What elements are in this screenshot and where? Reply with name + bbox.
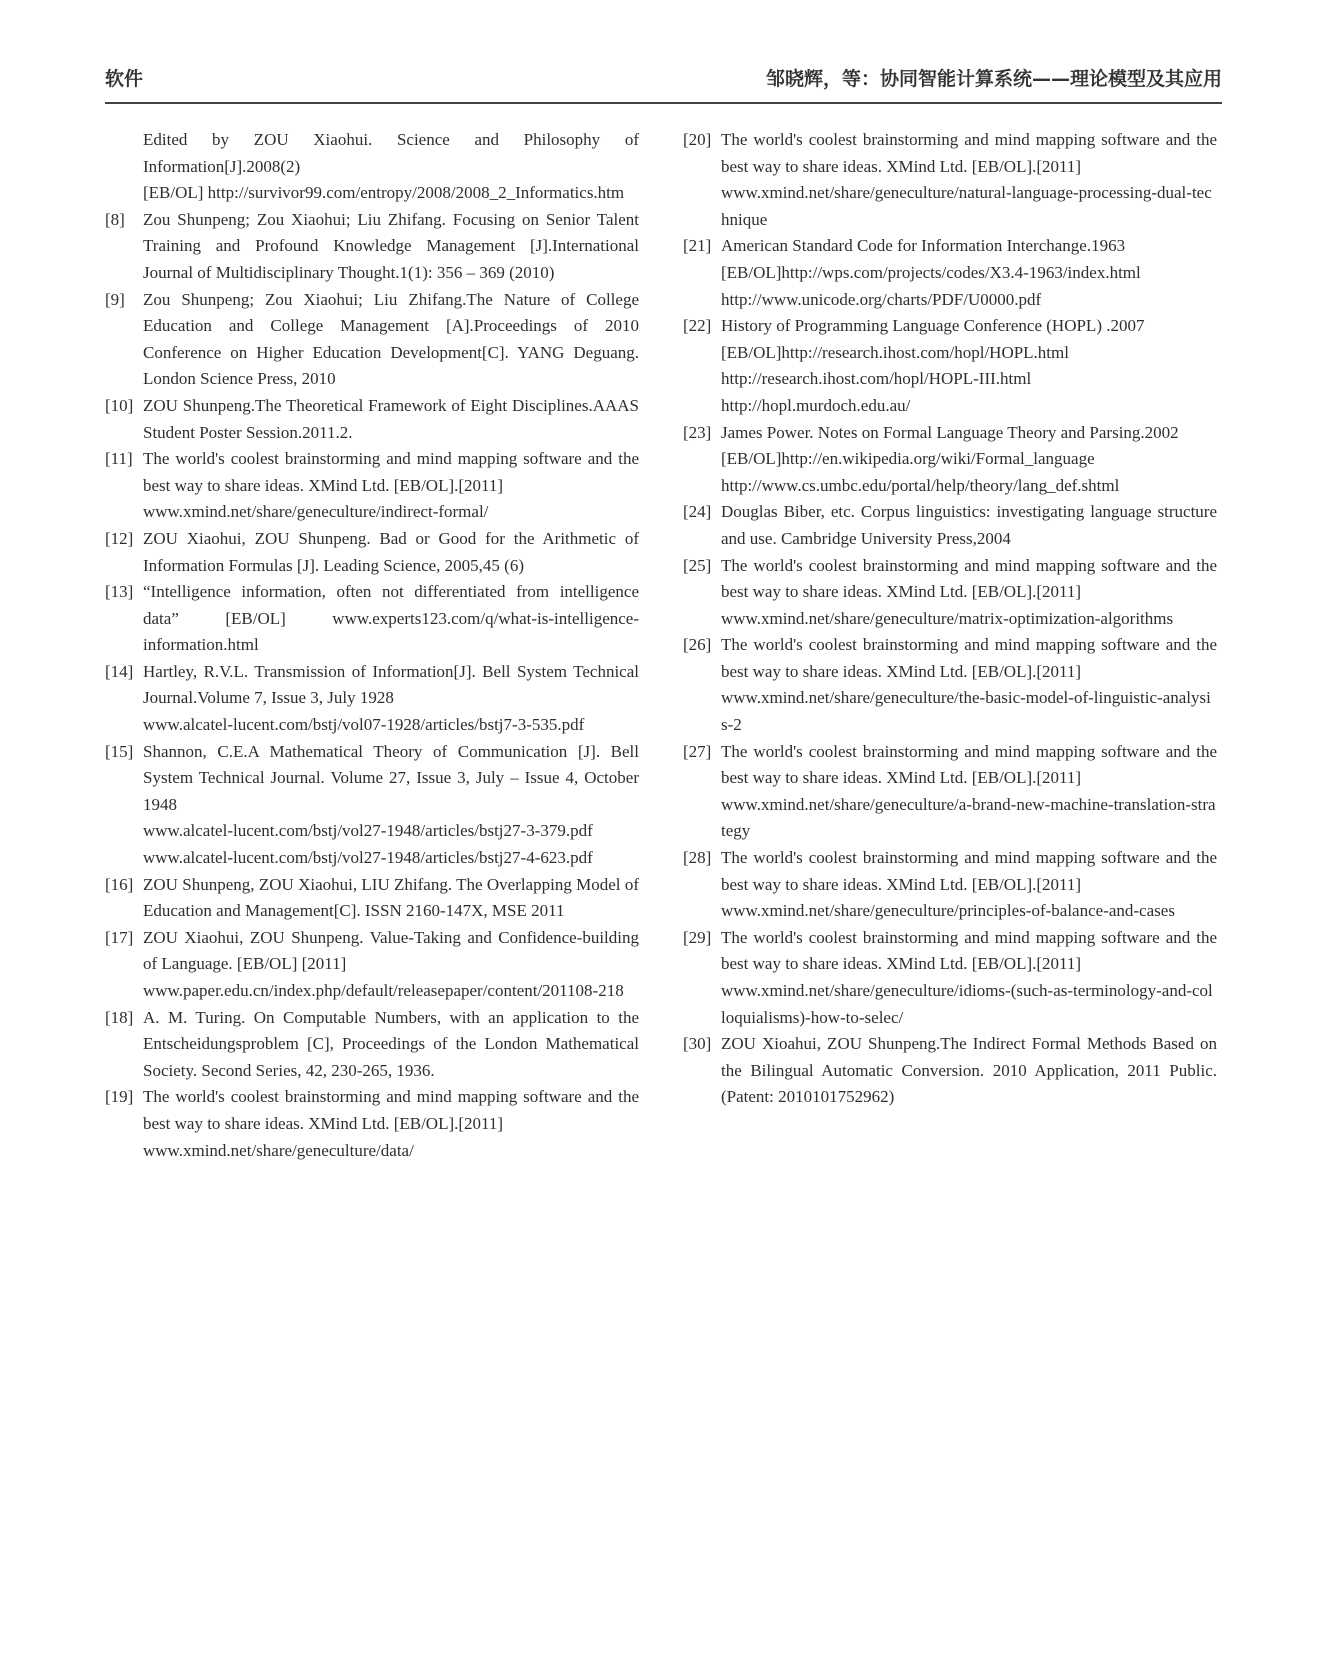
reference-entry [105, 579, 639, 659]
reference-text: The world's coolest brainstorming and mind mapping software and the best way to share ideas. XMind Ltd. [EB/OL].[2011] [721, 927, 1217, 974]
reference-number: [30] [683, 1034, 712, 1054]
reference-text: “Intelligence information, often not differentiated from intelligence data” [EB/OL] www.experts123.com/q/what-is-intelligence-information.html [143, 582, 639, 655]
reference-text: The world's coolest brainstorming and mind mapping software and the best way to share ideas. XMind Ltd. [EB/OL].[2011] [721, 130, 1217, 176]
header-rule [105, 102, 1222, 104]
reference-entry [105, 287, 639, 393]
reference-number: [16] [105, 874, 134, 894]
reference-entry [683, 499, 1217, 552]
references-left-column [105, 127, 639, 1164]
reference-continuation-url[interactable]: [EB/OL] http://survivor99.com/entropy/2008/2008_2_Informatics.htm [143, 183, 625, 203]
reference-url[interactable]: www.xmind.net/share/geneculture/matrix-optimization-algorithms [721, 608, 1174, 628]
reference-text: Douglas Biber, etc. Corpus linguistics: investigating language structure and use. Cambridge University Press,2004 [721, 502, 1217, 548]
reference-url[interactable]: www.xmind.net/share/geneculture/the-basic-model-of-linguistic-analysis-2 [721, 688, 1211, 735]
reference-text: The world's coolest brainstorming and mind mapping software and the best way to share ideas. XMind Ltd. [EB/OL].[2011] [721, 555, 1217, 602]
reference-text: The world's coolest brainstorming and mind mapping software and the best way to share ideas. XMind Ltd. [EB/OL].[2011] [143, 1087, 639, 1133]
reference-url[interactable]: www.xmind.net/share/geneculture/indirect-formal/ [143, 502, 489, 522]
reference-url[interactable]: [EB/OL]http://wps.com/projects/codes/X3.4-1963/index.html [721, 262, 1141, 282]
reference-number: [21] [683, 236, 712, 256]
reference-url[interactable]: http://research.ihost.com/hopl/HOPL-III.html [721, 369, 1032, 389]
reference-entry [683, 127, 1217, 233]
reference-text: ZOU Shunpeng, ZOU Xiaohui, LIU Zhifang. The Overlapping Model of Education and Management[C]. ISSN 2160-147X, MSE 2011 [143, 874, 639, 921]
reference-url[interactable]: www.alcatel-lucent.com/bstj/vol27-1948/articles/bstj27-4-623.pdf [143, 848, 593, 868]
reference-entry [683, 420, 1217, 500]
reference-continuation [105, 127, 639, 207]
reference-entry [105, 1084, 639, 1164]
reference-text: The world's coolest brainstorming and mind mapping software and the best way to share ideas. XMind Ltd. [EB/OL].[2011] [143, 449, 639, 495]
reference-entry [105, 526, 639, 579]
reference-entry [105, 446, 639, 526]
reference-number: [28] [683, 848, 712, 868]
reference-text: History of Programming Language Conference (HOPL) .2007 [721, 316, 1145, 336]
reference-text: Hartley, R.V.L. Transmission of Information[J]. Bell System Technical Journal.Volume 7, Issue 3, July 1928 [143, 661, 639, 708]
reference-text: ZOU Xioahui, ZOU Shunpeng.The Indirect Formal Methods Based on the Bilingual Automatic Conversion. 2010 Application, 2011 Public. (Patent: 2010101752962) [721, 1034, 1217, 1107]
reference-number: [12] [105, 528, 134, 548]
reference-number: [17] [105, 927, 134, 947]
reference-number: [8] [105, 209, 125, 229]
reference-url[interactable]: www.xmind.net/share/geneculture/principles-of-balance-and-cases [721, 901, 1175, 921]
reference-entry [105, 872, 639, 925]
reference-entry [105, 739, 639, 872]
reference-entry [683, 1031, 1217, 1111]
references-right-column [683, 127, 1217, 1111]
reference-url[interactable]: http://www.cs.umbc.edu/portal/help/theory/lang_def.shtml [721, 475, 1120, 495]
reference-text: Shannon, C.E.A Mathematical Theory of Communication [J]. Bell System Technical Journal. Volume 27, Issue 3, July – Issue 4, October 1948 [143, 741, 639, 814]
reference-url[interactable]: [EB/OL]http://en.wikipedia.org/wiki/Formal_language [721, 449, 1095, 469]
reference-text: Zou Shunpeng; Zou Xiaohui; Liu Zhifang.The Nature of College Education and College Management [A].Proceedings of 2010 Conference on Higher Education Development[C]. YANG Deguang. London Science Press, 2010 [143, 289, 639, 389]
reference-url[interactable]: [EB/OL]http://research.ihost.com/hopl/HOPL.html [721, 342, 1069, 362]
reference-number: [19] [105, 1087, 134, 1107]
reference-entry [105, 207, 639, 287]
reference-text: ZOU Xiaohui, ZOU Shunpeng. Bad or Good for the Arithmetic of Information Formulas [J]. Leading Science, 2005,45 (6) [143, 528, 639, 575]
running-title: 邹晓辉，等：协同智能计算系统——理论模型及其应用 [765, 68, 1222, 90]
reference-number: [10] [105, 395, 134, 415]
reference-text: The world's coolest brainstorming and mind mapping software and the best way to share ideas. XMind Ltd. [EB/OL].[2011] [721, 848, 1217, 894]
reference-number: [22] [683, 316, 712, 336]
reference-text: The world's coolest brainstorming and mind mapping software and the best way to share ideas. XMind Ltd. [EB/OL].[2011] [721, 741, 1217, 788]
running-header [105, 62, 1222, 96]
reference-number: [20] [683, 130, 712, 149]
reference-url[interactable]: www.xmind.net/share/geneculture/natural-language-processing-dual-technique [721, 183, 1212, 229]
reference-number: [24] [683, 502, 712, 522]
reference-number: [23] [683, 422, 712, 442]
reference-entry [105, 1005, 639, 1085]
reference-url[interactable]: www.paper.edu.cn/index.php/default/releasepaper/content/201108-218 [143, 981, 624, 1000]
reference-entry [683, 313, 1217, 419]
reference-number: [9] [105, 289, 125, 309]
reference-text: Zou Shunpeng; Zou Xiaohui; Liu Zhifang. Focusing on Senior Talent Training and Profound Knowledge Management [J].International Journal of Multidisciplinary Thought.1(1): 356 – 369 (2010) [143, 209, 639, 282]
reference-url[interactable]: www.xmind.net/share/geneculture/idioms-(such-as-terminology-and-colloquialisms)-how-to-selec/ [721, 981, 1213, 1027]
reference-number: [14] [105, 661, 134, 681]
reference-number: [29] [683, 927, 712, 947]
reference-number: [13] [105, 582, 134, 602]
reference-url[interactable]: www.alcatel-lucent.com/bstj/vol07-1928/articles/bstj7-3-535.pdf [143, 715, 585, 735]
reference-number: [26] [683, 635, 712, 655]
reference-entry [683, 233, 1217, 313]
reference-text: ZOU Xiaohui, ZOU Shunpeng. Value-Taking and Confidence-building of Language. [EB/OL] [2011] [143, 927, 639, 974]
reference-entry [105, 659, 639, 739]
reference-continuation-text: Edited by ZOU Xiaohui. Science and Philosophy of Information[J].2008(2) [143, 130, 639, 176]
reference-url[interactable]: www.xmind.net/share/geneculture/a-brand-new-machine-translation-strategy [721, 794, 1216, 841]
reference-entry [683, 845, 1217, 925]
reference-text: A. M. Turing. On Computable Numbers, with an application to the Entscheidungsproblem [C], Proceedings of the London Mathematical Society. Second Series, 42, 230-265, 1936. [143, 1007, 639, 1080]
reference-url[interactable]: www.alcatel-lucent.com/bstj/vol27-1948/articles/bstj27-3-379.pdf [143, 821, 593, 841]
reference-text: American Standard Code for Information Interchange.1963 [721, 236, 1126, 256]
reference-text: James Power. Notes on Formal Language Theory and Parsing.2002 [721, 422, 1179, 442]
reference-number: [18] [105, 1007, 134, 1027]
reference-url[interactable]: www.xmind.net/share/geneculture/data/ [143, 1140, 414, 1160]
reference-entry [683, 553, 1217, 633]
reference-number: [15] [105, 741, 134, 761]
reference-text: ZOU Shunpeng.The Theoretical Framework of Eight Disciplines.AAAS Student Poster Session.2011.2. [143, 395, 639, 442]
reference-number: [25] [683, 555, 712, 575]
reference-entry [683, 632, 1217, 738]
reference-number: [27] [683, 741, 712, 761]
reference-entry [105, 393, 639, 446]
reference-number: [11] [105, 449, 133, 469]
reference-entry [105, 925, 639, 1005]
reference-url[interactable]: http://www.unicode.org/charts/PDF/U0000.pdf [721, 289, 1042, 309]
reference-entry [683, 925, 1217, 1031]
reference-entry [683, 739, 1217, 845]
journal-name: 软件 [105, 68, 144, 90]
reference-text: The world's coolest brainstorming and mind mapping software and the best way to share ideas. XMind Ltd. [EB/OL].[2011] [721, 635, 1217, 681]
reference-url[interactable]: http://hopl.murdoch.edu.au/ [721, 395, 911, 415]
